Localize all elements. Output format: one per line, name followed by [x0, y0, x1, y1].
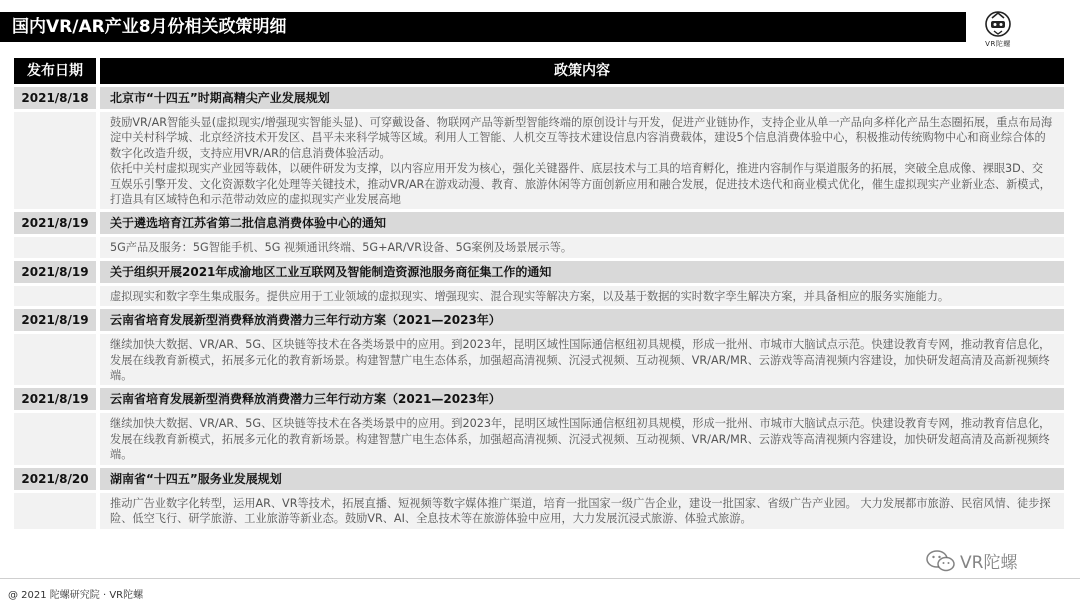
row-date: 2021/8/19: [14, 388, 96, 410]
row-body-text: [100, 413, 1064, 464]
row-date-spacer: [14, 237, 96, 257]
table-row-title: [14, 388, 1064, 410]
row-title: 云南省培育发展新型消费释放消费潜力三年行动方案（2021—2023年）: [100, 388, 1064, 410]
row-title: 关于遴选培育江苏省第二批信息消费体验中心的通知: [100, 212, 1064, 234]
row-paragraph: 依托中关村虚拟现实产业园等载体，以硬件研发为支撑，以内容应用开发为核心，强化关键器件、底层技术与工具的培育孵化，推进内容制作与渠道服务的拓展，突破全息成像、裸眼3D、交互娱乐引擎开发、文化资源数字化处理等关键技术，推动VR/AR在游戏动漫、教育、旅游休闲等方面创新应用和融合发展，促进技术迭代和商业模式优化，催生虚拟现实产业新业态、新模式，打造具有区域特色和示范带动效应的虚拟现实产业发展高地: [110, 162, 1051, 207]
footer-divider: [0, 578, 1080, 579]
row-paragraph: 5G产品及服务：5G智能手机、5G 视频通讯终端、5G+AR/VR设备、5G案例及场景展示等。: [110, 241, 573, 255]
brand-logo: [970, 6, 1026, 50]
row-date: 2021/8/19: [14, 212, 96, 234]
watermark: [926, 548, 1017, 573]
row-date-spacer: [14, 112, 96, 209]
row-body-text: [100, 493, 1064, 529]
row-title: 云南省培育发展新型消费释放消费潜力三年行动方案（2021—2023年）: [100, 309, 1064, 331]
row-body-text: [100, 334, 1064, 385]
wechat-icon: [926, 549, 956, 573]
row-paragraph: 继续加快大数据、VR/AR、5G、区块链等技术在各类场景中的应用。到2023年，昆明区域性国际通信枢纽初具规模，形成一批州、市城市大脑试点示范。快建设教育专网，推动教育信息化，发展在线教育新模式，拓展多元化的教育新场景。构建智慧广电生态体系，加强超高清视频、沉浸式视频、互动视频、VR/AR/MR、云游戏等高清视频内容建设，加快研发超高清及高新视频终端。: [110, 338, 1051, 383]
row-date-spacer: [14, 334, 96, 385]
table-row-title: [14, 468, 1064, 490]
table-header: [14, 58, 1064, 84]
watermark-text: VR陀螺: [960, 553, 1018, 573]
table-row-title: [14, 261, 1064, 283]
table-row-body: [14, 493, 1064, 529]
table-row-body: [14, 286, 1064, 306]
row-paragraph: 虚拟现实和数字孪生集成服务。提供应用于工业领域的虚拟现实、增强现实、混合现实等解决方案，以及基于数据的实时数字孪生解决方案，并具备相应的服务实施能力。: [110, 289, 950, 303]
table-row-title: [14, 212, 1064, 234]
row-paragraph: 继续加快大数据、VR/AR、5G、区块链等技术在各类场景中的应用。到2023年，昆明区域性国际通信枢纽初具规模，形成一批州、市城市大脑试点示范。快建设教育专网，推动教育信息化，发展在线教育新模式，拓展多元化的教育新场景。构建智慧广电生态体系，加强超高清视频、沉浸式视频、互动视频、VR/AR/MR、云游戏等高清视频内容建设，加快研发超高清及高新视频终端。: [110, 417, 1051, 462]
row-paragraph: 鼓励VR/AR智能头显(虚拟现实/增强现实智能头显)、可穿戴设备、物联网产品等新型智能终端的原创设计与开发，促进产业链协作，支持企业从单一产品向多样化产品生态圈拓展，重点布局海淀中关村科学城、北京经济技术开发区、昌平未来科学城等区域。利用人工智能、人机交互等技术建设信息内容消费载体，建设5个信息消费体验中心，积极推动传统购物中心和商业综合体的数字化改造升级，支持应用VR/AR的信息消费体验活动。: [110, 116, 1053, 160]
row-date-spacer: [14, 413, 96, 464]
row-title: 北京市“十四五”时期高精尖产业发展规划: [100, 87, 1064, 109]
row-date: 2021/8/20: [14, 468, 96, 490]
logo-text: VR陀螺: [985, 39, 1011, 48]
table-row-title: [14, 87, 1064, 109]
row-body-text: [100, 286, 1064, 306]
row-date-spacer: [14, 286, 96, 306]
header-date: 发布日期: [14, 58, 96, 84]
row-paragraph: 推动广告业数字化转型，运用AR、VR等技术，拓展直播、短视频等数字媒体推广渠道，培育一批国家一级广告企业，建设一批国家、省级广告产业园。 大力发展都市旅游、民宿风情、徒步探险、低空飞行、研学旅游、工业旅游等新业态。鼓励VR、AI、全息技术等在旅游体验中应用，大力发展沉浸式旅游、体验式旅游。: [110, 496, 1051, 526]
header-policy: 政策内容: [100, 58, 1064, 84]
row-title: 关于组织开展2021年成渝地区工业互联网及智能制造资源池服务商征集工作的通知: [100, 261, 1064, 283]
row-body-text: [100, 112, 1064, 209]
row-body-text: [100, 237, 1064, 257]
table-rows: [14, 87, 1064, 529]
row-date: 2021/8/18: [14, 87, 96, 109]
row-date: 2021/8/19: [14, 309, 96, 331]
logo-mark-icon: [983, 8, 1013, 38]
row-date-spacer: [14, 493, 96, 529]
policy-table: [14, 58, 1064, 529]
row-date: 2021/8/19: [14, 261, 96, 283]
table-row-body: [14, 413, 1064, 464]
table-row-body: [14, 112, 1064, 209]
table-row-body: [14, 237, 1064, 257]
table-row-body: [14, 334, 1064, 385]
footer-copyright: @ 2021 陀螺研究院 · VR陀螺: [8, 590, 144, 601]
page-title: 国内VR/AR产业8月份相关政策明细: [0, 12, 966, 42]
table-row-title: [14, 309, 1064, 331]
row-title: 湖南省“十四五”服务业发展规划: [100, 468, 1064, 490]
